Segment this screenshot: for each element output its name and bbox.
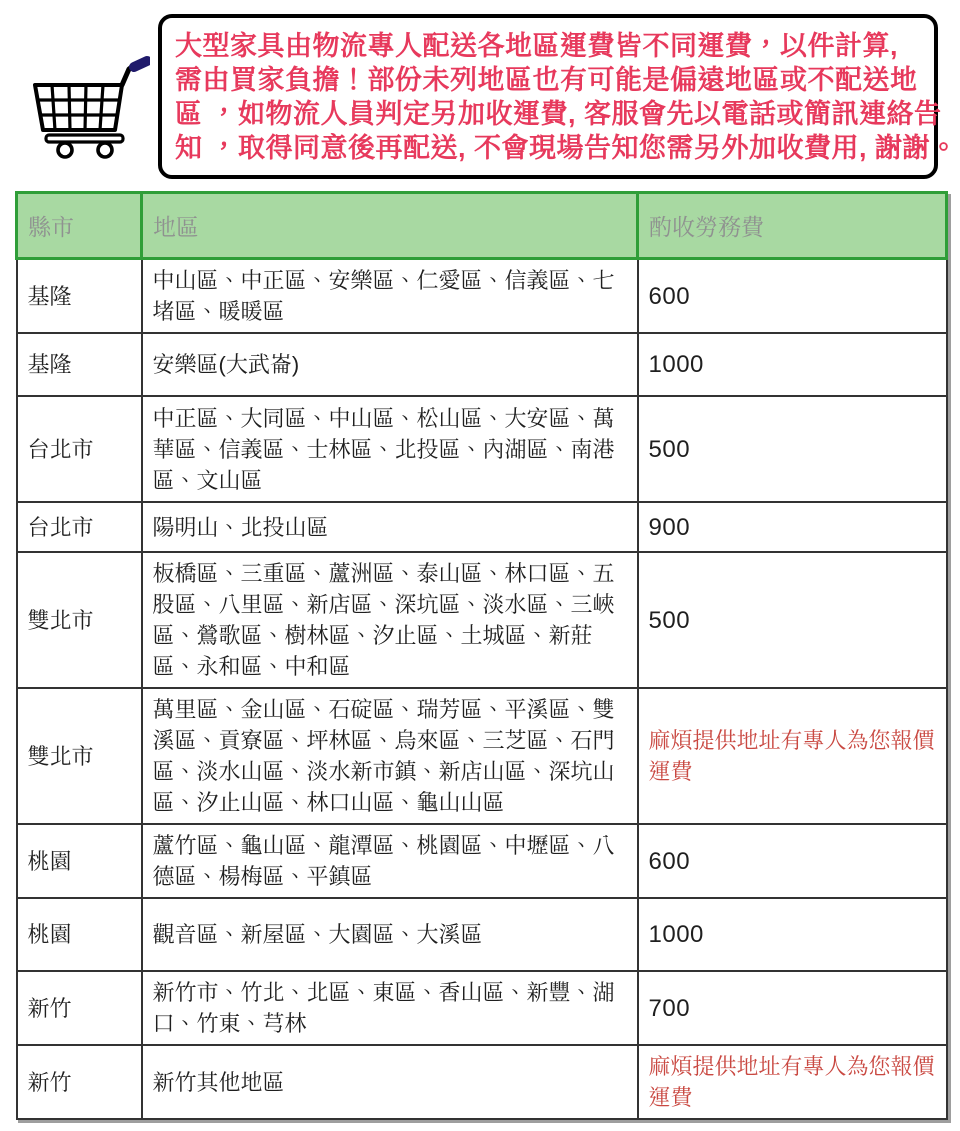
notice-line: 大型家具由物流專人配送各地區運費皆不同運費，以件計算, [175, 31, 899, 61]
district-cell: 蘆竹區、龜山區、龍潭區、桃園區、中壢區、八德區、楊梅區、平鎮區 [142, 824, 638, 898]
county-cell: 新竹 [17, 1045, 142, 1119]
district-cell: 中正區、大同區、中山區、松山區、大安區、萬華區、信義區、士林區、北投區、內湖區、南港區、文山區 [142, 396, 638, 502]
district-cell: 新竹市、竹北、北區、東區、香山區、新豐、湖口、竹東、芎林 [142, 971, 638, 1045]
district-cell: 安樂區(大武崙) [142, 333, 638, 396]
county-cell: 桃園 [17, 824, 142, 898]
shipping-fee-table [15, 191, 948, 1120]
fee-cell: 1000 [638, 898, 947, 971]
notice-line: 區 ，如物流人員判定另加收運費, 客服會先以電話或簡訊連絡告 [175, 99, 942, 129]
fee-cell: 600 [638, 824, 947, 898]
district-cell: 中山區、中正區、安樂區、仁愛區、信義區、七堵區、暖暖區 [142, 259, 638, 334]
fee-cell: 500 [638, 552, 947, 688]
notice-line: 需由買家負擔！部份未列地區也有可能是偏遠地區或不配送地 [175, 65, 918, 95]
district-cell: 新竹其他地區 [142, 1045, 638, 1119]
table-row [17, 688, 947, 824]
top-area [0, 0, 960, 179]
notice-line: 知 ，取得同意後再配送, 不會現場告知您需另外加收費用, 謝謝。 [175, 133, 958, 163]
county-cell: 雙北市 [17, 552, 142, 688]
county-cell: 雙北市 [17, 688, 142, 824]
fee-cell: 麻煩提供地址有專人為您報價運費 [638, 688, 947, 824]
header-district: 地區 [142, 193, 638, 259]
fee-cell: 1000 [638, 333, 947, 396]
county-cell: 桃園 [17, 898, 142, 971]
table-row [17, 1045, 947, 1119]
district-cell: 觀音區、新屋區、大園區、大溪區 [142, 898, 638, 971]
fee-cell: 麻煩提供地址有專人為您報價運費 [638, 1045, 947, 1119]
fee-cell: 500 [638, 396, 947, 502]
county-cell: 新竹 [17, 971, 142, 1045]
table-row [17, 898, 947, 971]
table-row [17, 552, 947, 688]
table-row [17, 333, 947, 396]
cart-icon-wrap [10, 14, 158, 167]
fee-cell: 600 [638, 259, 947, 334]
table-body [17, 259, 947, 1120]
county-cell: 基隆 [17, 259, 142, 334]
shopping-cart-icon [10, 22, 150, 162]
county-cell: 台北市 [17, 396, 142, 502]
table-row [17, 259, 947, 334]
table-row [17, 396, 947, 502]
district-cell: 板橋區、三重區、蘆洲區、泰山區、林口區、五股區、八里區、新店區、深坑區、淡水區、三峽區、鶯歌區、樹林區、汐止區、土城區、新莊區、永和區、中和區 [142, 552, 638, 688]
table-header-row [17, 193, 947, 259]
district-cell: 陽明山、北投山區 [142, 502, 638, 552]
district-cell: 萬里區、金山區、石碇區、瑞芳區、平溪區、雙溪區、貢寮區、坪林區、烏來區、三芝區、石門區、淡水山區、淡水新市鎮、新店山區、深坑山區、汐止山區、林口山區、龜山山區 [142, 688, 638, 824]
fee-cell: 700 [638, 971, 947, 1045]
table-row [17, 971, 947, 1045]
header-county: 縣市 [17, 193, 142, 259]
table-row [17, 502, 947, 552]
county-cell: 台北市 [17, 502, 142, 552]
table-row [17, 824, 947, 898]
header-fee: 酌收勞務費 [638, 193, 947, 259]
county-cell: 基隆 [17, 333, 142, 396]
shipping-notice-box [158, 14, 958, 179]
fee-cell: 900 [638, 502, 947, 552]
